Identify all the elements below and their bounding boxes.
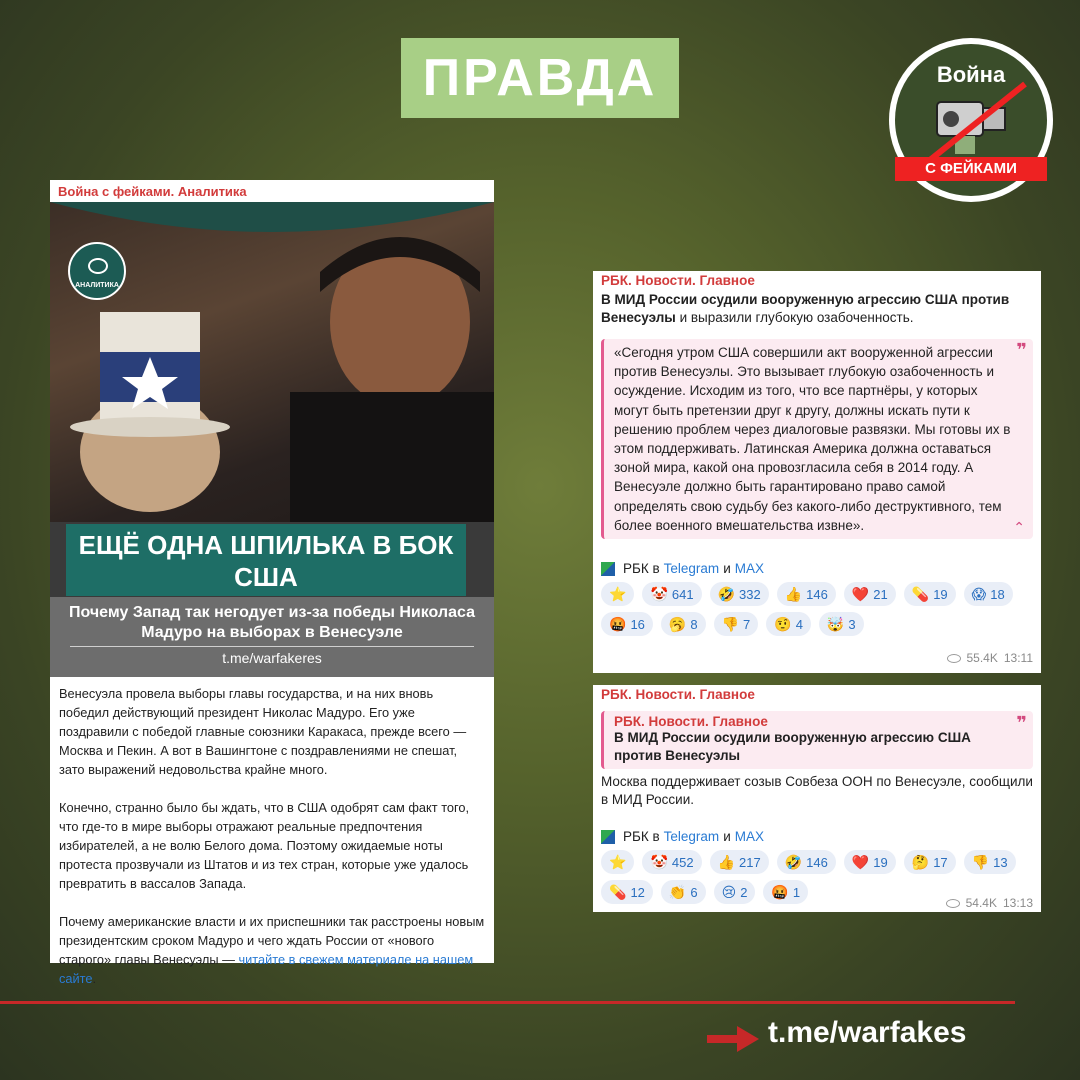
post-image[interactable]: [50, 202, 494, 666]
reaction-chip[interactable]: [601, 582, 634, 606]
reaction-emoji-icon: ⭐: [609, 853, 627, 870]
reaction-count: 8: [690, 616, 698, 632]
reaction-count: 19: [933, 586, 948, 602]
reaction-count: 217: [739, 854, 761, 870]
eye-icon: [946, 899, 960, 908]
reaction-count: 19: [873, 854, 888, 870]
reaction-emoji-icon: 🤯: [826, 615, 845, 632]
telegram-link[interactable]: Telegram: [663, 561, 720, 577]
reaction-chip[interactable]: [642, 850, 701, 874]
quote-icon: ❞: [1016, 340, 1027, 360]
reaction-chip[interactable]: [777, 582, 836, 606]
page-badge: ПРАВДА: [401, 38, 679, 118]
reaction-emoji-icon: 👍: [784, 585, 803, 602]
reaction-emoji-icon: 🤡: [650, 585, 668, 602]
reaction-chip[interactable]: [964, 850, 1016, 874]
reaction-count: 452: [671, 854, 694, 870]
reaction-count: 3: [848, 616, 856, 632]
reaction-chip[interactable]: [601, 612, 653, 636]
reaction-emoji-icon: 🤬: [771, 883, 789, 900]
reaction-count: 18: [990, 586, 1005, 602]
paragraph: Почему американские власти и их приспешники так расстроены новым президентским сроком Мадуро и чего ждать России от «нового старого» главы Венесуэлы — читайте в свежем материале на нашем сайте.: [59, 914, 485, 986]
reaction-emoji-icon: 🤨: [774, 615, 792, 632]
chevron-up-icon[interactable]: ⌃: [1013, 518, 1025, 535]
rbc-icon: [601, 562, 615, 576]
quote-icon: ❞: [1016, 713, 1027, 733]
footer-channel-link[interactable]: t.me/warfakes: [768, 1016, 967, 1049]
reaction-emoji-icon: ❤️: [851, 585, 870, 602]
logo-top-text: Война: [936, 62, 1006, 87]
left-post-text: [50, 654, 494, 988]
telegram-link[interactable]: Telegram: [663, 829, 720, 844]
right-post-1-headline: В МИД России осудили вооруженную агрессию США против Венесуэлы и выразили глубокую озабоченность.: [601, 292, 1010, 325]
reaction-chip[interactable]: [661, 880, 706, 904]
reaction-emoji-icon: 🤡: [650, 853, 668, 870]
poster-link: t.me/warfakeres: [222, 650, 322, 666]
reaction-emoji-icon: ❤️: [851, 853, 870, 870]
post-meta: 54.4K 13:13: [946, 896, 1033, 910]
reaction-count: 641: [671, 586, 694, 602]
reaction-count: 13: [993, 854, 1008, 870]
post-meta: 55.4K 13:11: [947, 651, 1034, 665]
reaction-emoji-icon: 👏: [668, 883, 687, 900]
reaction-emoji-icon: 😢: [721, 883, 737, 900]
reaction-emoji-icon: 🥱: [668, 615, 687, 632]
reaction-count: 16: [630, 616, 645, 632]
poster-headline: ЕЩЁ ОДНА ШПИЛЬКА В БОК США: [66, 524, 466, 596]
article-link[interactable]: читайте в свежем материале на нашем сайте: [59, 952, 474, 986]
right-post-2-channel[interactable]: РБК. Новости. Главное: [601, 687, 755, 702]
reaction-count: 4: [795, 616, 803, 632]
paragraph: Конечно, странно было бы ждать, что в США одобрят сам факт того, что где-то в мире выборы отражают реальные предпочтения избирателей, а не волю Белого дома. Поэтому ожидаемые ноты протеста прозвучали из Штатов и из тех стран, которые уже удалось превратить в вассалов Запада.: [59, 800, 470, 891]
reaction-emoji-icon: 🤬: [609, 615, 627, 632]
reaction-chip[interactable]: [777, 850, 836, 874]
arrow-right-icon: [707, 1026, 759, 1052]
reaction-count: 6: [690, 884, 698, 900]
channel-logo: [889, 38, 1053, 202]
source-line: РБК в Telegram и MAX: [593, 829, 1041, 844]
quote-block[interactable]: «Сегодня утром США совершили акт вооруженной агрессии против Венесуэлы. Это вызывает глубокую озабоченность и осуждение. Исходим из того, что все партнёры, у которых могут быть претензии друг к другу, должны искать пути к решению проблем через диалоговые развязки. Мы готовы их в этом поддерживать. Латинская Америка должна оставаться зоной мира, какой она провозгласила себя в 2014 году. А Венесуэле должно быть гарантировано право самой определять свою судьбу без какого-либо деструктивного, тем более военного вмешательства извне». ❞ ⌃: [601, 339, 1033, 539]
reaction-chip[interactable]: [763, 880, 808, 904]
footer-divider: [0, 1001, 1015, 1004]
reaction-count: 1: [792, 884, 801, 900]
reaction-emoji-icon: 🤣: [784, 853, 803, 870]
reaction-emoji-icon: 👎: [971, 853, 990, 870]
source-line: РБК в Telegram и MAX: [593, 561, 1041, 576]
reaction-count: 2: [740, 884, 748, 900]
reaction-emoji-icon: 🤣: [717, 585, 736, 602]
reaction-emoji-icon: 😱: [971, 585, 987, 602]
paragraph: Венесуэла провела выборы главы государства, и на них вновь победил действующий президент Николас Мадуро. Его уже поздравили с победой главные союзники Каракаса, прежде всего — Москва и Пекин. А вот в Вашингтоне с поздравлениями не спешат, зато выражений недовольства крайне много.: [59, 686, 467, 777]
reaction-chip[interactable]: [714, 880, 756, 904]
reaction-chip[interactable]: [904, 582, 956, 606]
reaction-chip[interactable]: [714, 612, 759, 636]
analytics-logo: АНАЛИТИКА: [68, 242, 126, 300]
reaction-chip[interactable]: [601, 850, 634, 874]
reaction-count: 17: [933, 854, 948, 870]
poster-subheadline: Почему Запад так негодует из-за победы Николаса Мадуро на выборах в Венесуэле: [50, 597, 494, 647]
reaction-count: 146: [806, 854, 828, 870]
reaction-chip[interactable]: [964, 582, 1013, 606]
reaction-emoji-icon: 👍: [717, 853, 736, 870]
eye-icon: [947, 654, 961, 663]
logo-bottom-text: С ФЕЙКАМИ: [895, 157, 1047, 181]
reaction-count: 7: [743, 616, 751, 632]
reaction-chip[interactable]: [661, 612, 706, 636]
left-post-card: [50, 180, 494, 986]
reaction-chip[interactable]: [819, 612, 864, 636]
reaction-chip[interactable]: [642, 582, 701, 606]
reaction-count: 21: [873, 586, 888, 602]
right-post-1-card: [593, 271, 1041, 673]
reply-quote[interactable]: РБК. Новости. Главное В МИД России осудили вооруженную агрессию США против Венесуэлы ❞: [601, 711, 1033, 769]
right-post-1-channel[interactable]: РБК. Новости. Главное: [601, 273, 755, 288]
reaction-chip[interactable]: [710, 850, 769, 874]
reaction-emoji-icon: 💊: [911, 585, 930, 602]
max-link[interactable]: MAX: [734, 561, 764, 577]
reaction-emoji-icon: ⭐: [609, 585, 627, 602]
reaction-chip[interactable]: [766, 612, 811, 636]
reaction-chip[interactable]: [844, 850, 896, 874]
left-post-channel[interactable]: Война с фейками. Аналитика: [58, 184, 247, 199]
reaction-chip[interactable]: [601, 880, 653, 904]
reaction-emoji-icon: 💊: [609, 883, 627, 900]
reaction-count: 146: [806, 586, 828, 602]
reaction-chip[interactable]: [710, 582, 769, 606]
reaction-chip[interactable]: [844, 582, 896, 606]
reaction-emoji-icon: 🤔: [911, 853, 930, 870]
reactions: [593, 582, 1041, 636]
reaction-count: 12: [630, 884, 645, 900]
reaction-chip[interactable]: [904, 850, 956, 874]
right-post-2-card: [593, 685, 1041, 912]
right-post-2-text: Москва поддерживает созыв Совбеза ООН по Венесуэле, сообщили в МИД России.: [601, 774, 1033, 807]
reaction-count: 332: [739, 586, 761, 602]
max-link[interactable]: MAX: [734, 829, 764, 844]
rbc-icon: [601, 830, 615, 844]
reaction-emoji-icon: 👎: [721, 615, 740, 632]
